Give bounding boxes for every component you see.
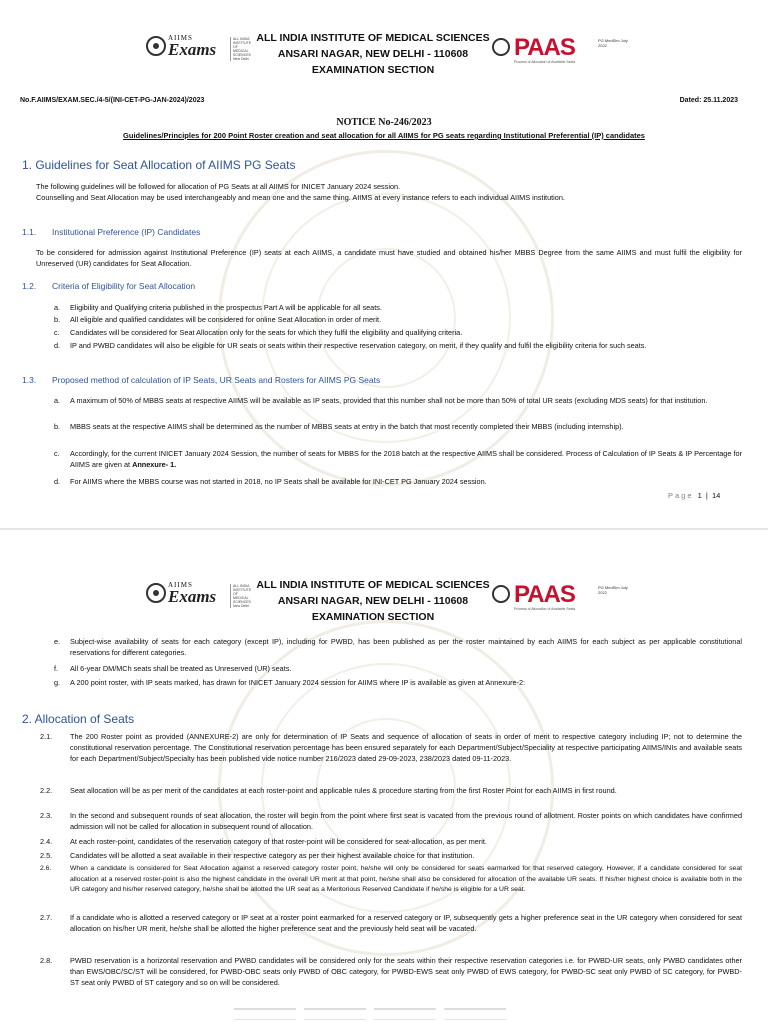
list-item: d. IP and PWBD candidates will also be eligible for UR seats or seats within their respective reservation category, on merit, if they qualify and fulfil the eligibility criteria for such seats. (54, 341, 647, 350)
institute-section: EXAMINATION SECTION (311, 611, 435, 623)
section-2-heading: 2. Allocation of Seats (22, 712, 135, 726)
paas-logo: PAAS Process of Allocation of Available Seats PG MedSim July 2022 (492, 583, 632, 613)
list-item: a. A maximum of 50% of MBBS seats at respective AIIMS will be available as IP seats, provided that this number shall not be more than 50% of total UR seats (excluding MDS seats) for that institution. (54, 396, 708, 405)
page-header (0, 30, 768, 86)
paas-emblem-icon (492, 585, 510, 603)
list-item: b. MBBS seats at the respective AIIMS shall be determined as the number of MBBS seats at entry in the batch that most recently completed their MBBS (including internship). (54, 422, 624, 431)
section-1-3-heading: 1.3. Proposed method of calculation of IP Seats, UR Seats and Rosters for AIIMS PG Seats (22, 375, 381, 385)
list-item: c. Candidates will be considered for Seat Allocation only for the seats for which they fulfil the eligibility and qualifying criteria. (54, 328, 463, 337)
institute-name-block (248, 30, 498, 78)
page-header (0, 577, 768, 633)
section-1-para-1: The following guidelines will be followed for allocation of PG Seats at all AIIMS for INICET January 2024 session. (36, 182, 401, 191)
institute-address: ANSARI NAGAR, NEW DELHI - 110608 (277, 595, 469, 607)
institute-name: ALL INDIA INSTITUTE OF MEDICAL SCIENCES (256, 579, 490, 591)
aiims-exams-logo: AIIMS Exams ALL INDIA INSTITUTE OF MEDICAL SCIENCES New Delhi (146, 581, 250, 605)
list-item: 2.1. The 200 Roster point as provided (ANNEXURE-2) are only for determination of IP Seats and sequence of allocation of seats in order of merit to respective category including IP; not to determine the constitutional reservation percentage. The Constitutional reservation percentage has been ensured separately for each Department/Subject/Speciality at respective participating AIIMS/INIs and available seats for each Department/Subject/Specialty has been published vide notice number 216/2023 dated 29-09-2023, 238/2023 dated 09-11-2023. (40, 732, 742, 763)
aiims-emblem-icon (146, 36, 166, 56)
list-item: b. All eligible and qualified candidates will be considered for online Seat Allocation in order of merit. (54, 315, 382, 324)
paas-logo: PAAS Process of Allocation of Available Seats PG MedSim July 2022 (492, 36, 632, 66)
aiims-exams-logo: AIIMS Exams ALL INDIA INSTITUTE OF MEDICAL SCIENCES New Delhi (146, 34, 250, 58)
hindi-motto-graphic (234, 1007, 534, 1024)
notice-number: NOTICE No-246/2023 (336, 117, 432, 128)
list-item: 2.6. When a candidate is considered for Seat Allocation against a reserved category roster point, he/she will only be considered for seats earmarked for that reserved category. However, if a candidate considered for seat allocation at a reserved roster-point is also the highest candidate in the overall UR merit at that point, he/she shall also be considered for allocation of the available UR seats. If his/her highest choice is available both in the UR category and his/her reserved category, he/she shall be allotted the UR seat as a Meritorious Reserved Candidate if he/she is eligible for a UR seat. (40, 865, 742, 894)
list-item: c. Accordingly, for the current INICET January 2024 Session, the number of seats for MBBS for the 2018 batch at the respective AIIMS shall be considered. Process of Calculation of IP Seats & IP Percentage for AIIMS are given at Annexure- 1. (54, 449, 742, 469)
aiims-emblem-icon (146, 583, 166, 603)
section-1-1-para: To be considered for admission against Institutional Preference (IP) seats at each AIIMS, a candidate must have studied and obtained his/her MBBS Degree from the same AIIMS and must fulfil the eligibility for Unreserved (UR) candidates for Seat Allocation. (36, 248, 742, 268)
reference-line (20, 97, 738, 104)
list-item: e. Subject-wise availability of seats for each category (except IP), including for PWBD, has been published as per the roster maintained by each AIIMS for each subject as per applicable constitutional reservations for different categories. (54, 637, 742, 657)
list-item: 2.4. At each roster-point, candidates of the reservation category of that roster-point will be considered for seat-allocation, as per merit. (40, 837, 487, 846)
list-item: g. A 200 point roster, with IP seats marked, has drawn for INICET January 2024 session for AIIMS where IP is available as given at Annexure-2: (54, 678, 526, 687)
page-2 (0, 540, 768, 1024)
institute-name: ALL INDIA INSTITUTE OF MEDICAL SCIENCES (256, 32, 490, 44)
list-item: 2.7. If a candidate who is allotted a reserved category or IP seat at a roster point earmarked for a reserved category or IP, subsequently gets a higher preference seat in the UR category when considered for seat allocation on his/her UR merit, he/she shall be allotted the higher preference seat and the previously held seat will be vacated. (40, 913, 742, 933)
institute-name-block (248, 577, 498, 625)
institute-address: ANSARI NAGAR, NEW DELHI - 110608 (277, 48, 469, 60)
section-1-heading: 1. Guidelines for Seat Allocation of AIIMS PG Seats (22, 158, 296, 172)
notice-date: Dated: 25.11.2023 (679, 97, 738, 104)
section-1-2-heading: 1.2. Criteria of Eligibility for Seat Allocation (22, 281, 196, 291)
list-item: 2.8. PWBD reservation is a horizontal reservation and PWBD candidates will be considered only for the seats within their respective reservation categories i.e. for PWBD-UR seats, only PWBD candidates other than EWS/OBC/SC/ST will be considered, for PWBD-OBC seats only PWBD of OBC category, for PWBD-EWS seat only PWBD of EWS category, for PWBD-SC seat only PWBD of SC category, for PWBD-ST seat only PWBD of ST category and so on will be considered. (40, 956, 742, 987)
list-item: f. All 6-year DM/MCh seats shall be treated as Unreserved (UR) seats. (54, 664, 292, 673)
notice-subject: Guidelines/Principles for 200 Point Roster creation and seat allocation for all AIIMS for PG seats regarding Institutional Preferential (IP) candidates (123, 131, 645, 140)
page-separator (0, 528, 768, 530)
list-item: 2.3. In the second and subsequent rounds of seat allocation, the roster will begin from the point where first seat is vacated from the previous round of allotment. Roster points on which candidates have confirmed admission will not be called for allocation in subsequent round of allocation. (40, 811, 742, 831)
section-1-1-heading: 1.1. Institutional Preference (IP) Candidates (22, 227, 201, 237)
page-footer: Page 1 | 14 (668, 491, 721, 500)
paas-emblem-icon (492, 38, 510, 56)
list-item: 2.2. Seat allocation will be as per merit of the candidates at each roster-point and applicable rules & procedure starting from the first Roster Point for each AIIMS in first round. (40, 786, 617, 795)
reference-number: No.F.AIIMS/EXAM.SEC./4-5/(INI-CET-PG-JAN-2024)/2023 (20, 97, 205, 104)
institute-section: EXAMINATION SECTION (311, 64, 435, 76)
section-1-para-2: Counselling and Seat Allocation may be used interchangeably and mean one and the same thing. AIIMS at every instance refers to each individual AIIMS institution. (36, 193, 565, 202)
list-item: a. Eligibility and Qualifying criteria published in the prospectus Part A will be applicable for all seats. (54, 303, 382, 312)
list-item: d. For AIIMS where the MBBS course was not started in 2018, no IP Seats shall be available for INI-CET PG January 2024 session. (54, 477, 487, 486)
list-item: 2.5. Candidates will be allotted a seat available in their respective category as per their highest available choice for that institution. (40, 851, 475, 860)
